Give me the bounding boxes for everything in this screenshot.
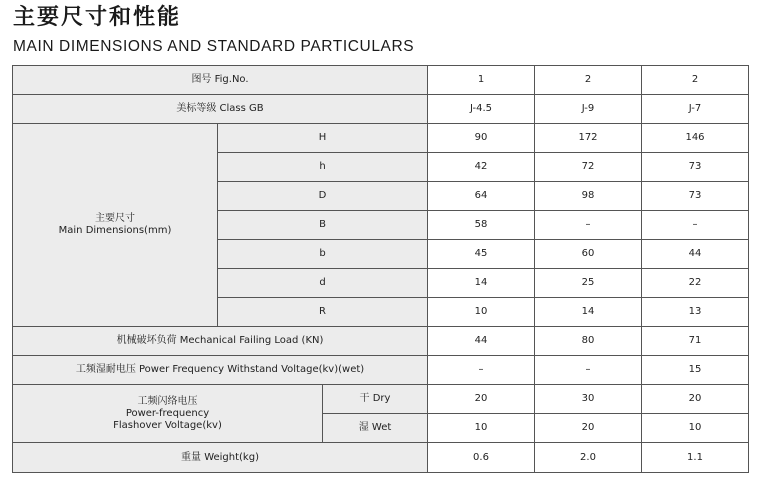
fig-no-value: 2: [642, 66, 749, 95]
flashover-dry-value: 30: [535, 385, 642, 414]
dimension-value: 13: [642, 298, 749, 327]
dimension-value: 14: [535, 298, 642, 327]
dimension-symbol: H: [218, 124, 428, 153]
flashover-wet-value: 10: [642, 414, 749, 443]
class-value: J-4.5: [428, 95, 535, 124]
table-row-weight: [13, 443, 749, 473]
dimension-symbol: D: [218, 182, 428, 211]
mechanical-load-value: 44: [428, 327, 535, 356]
dimension-value: 14: [428, 269, 535, 298]
dimension-value: 44: [642, 240, 749, 269]
fig-no-value: 1: [428, 66, 535, 95]
fig-no-label: 图号 Fig.No.: [13, 66, 428, 95]
dimension-value: 98: [535, 182, 642, 211]
dimension-symbol: h: [218, 153, 428, 182]
dimension-symbol: B: [218, 211, 428, 240]
dimension-value: 73: [642, 153, 749, 182]
flashover-dry-label: 干 Dry: [323, 385, 428, 414]
flashover-label-en-2: Flashover Voltage(kv): [113, 419, 222, 431]
table-row-fig-no: [13, 66, 749, 95]
dimension-value: 90: [428, 124, 535, 153]
dimension-symbol: b: [218, 240, 428, 269]
main-dimensions-label-cn: 主要尺寸: [95, 213, 135, 224]
dimension-value: 73: [642, 182, 749, 211]
dimension-value: 60: [535, 240, 642, 269]
flashover-label-en-1: Power-frequency: [125, 407, 210, 419]
dimension-symbol: R: [218, 298, 428, 327]
dimension-value: 72: [535, 153, 642, 182]
flashover-dry-value: 20: [642, 385, 749, 414]
flashover-wet-value: 10: [428, 414, 535, 443]
dimension-value: –: [535, 211, 642, 240]
dimension-value: 10: [428, 298, 535, 327]
withstand-voltage-value: 15: [642, 356, 749, 385]
dimension-symbol: d: [218, 269, 428, 298]
mechanical-load-value: 71: [642, 327, 749, 356]
weight-value: 1.1: [642, 443, 749, 473]
page-title-chinese: 主要尺寸和性能: [13, 5, 182, 30]
dimension-value: 64: [428, 182, 535, 211]
flashover-wet-value: 20: [535, 414, 642, 443]
weight-value: 0.6: [428, 443, 535, 473]
table-row-dimension-H: [13, 124, 749, 153]
table-row-withstand-voltage: [13, 356, 749, 385]
dimension-value: 45: [428, 240, 535, 269]
flashover-label-cn: 工频闪络电压: [137, 395, 198, 407]
withstand-voltage-label: 工频湿耐电压 Power Frequency Withstand Voltage(kv)(wet): [13, 356, 428, 385]
main-dimensions-label-en: Main Dimensions(mm): [58, 225, 172, 236]
weight-value: 2.0: [535, 443, 642, 473]
page-title-english: MAIN DIMENSIONS AND STANDARD PARTICULARS: [13, 38, 415, 55]
dimension-value: 22: [642, 269, 749, 298]
class-value: J-9: [535, 95, 642, 124]
specifications-table: [12, 65, 749, 473]
dimension-value: 146: [642, 124, 749, 153]
flashover-dry-value: 20: [428, 385, 535, 414]
flashover-voltage-label: [13, 385, 323, 443]
class-label: 美标等级 Class GB: [13, 95, 428, 124]
table-row-flashover-dry: [13, 385, 749, 414]
fig-no-value: 2: [535, 66, 642, 95]
class-value: J-7: [642, 95, 749, 124]
dimension-value: –: [642, 211, 749, 240]
dimension-value: 172: [535, 124, 642, 153]
weight-label: 重量 Weight(kg): [13, 443, 428, 473]
dimension-value: 25: [535, 269, 642, 298]
mechanical-load-label: 机械破坏负荷 Mechanical Failing Load (KN): [13, 327, 428, 356]
dimension-value: 58: [428, 211, 535, 240]
mechanical-load-value: 80: [535, 327, 642, 356]
withstand-voltage-value: –: [535, 356, 642, 385]
main-dimensions-label: [13, 124, 218, 327]
table-row-mechanical-load: [13, 327, 749, 356]
withstand-voltage-value: –: [428, 356, 535, 385]
table-row-class: [13, 95, 749, 124]
dimension-value: 42: [428, 153, 535, 182]
flashover-wet-label: 湿 Wet: [323, 414, 428, 443]
